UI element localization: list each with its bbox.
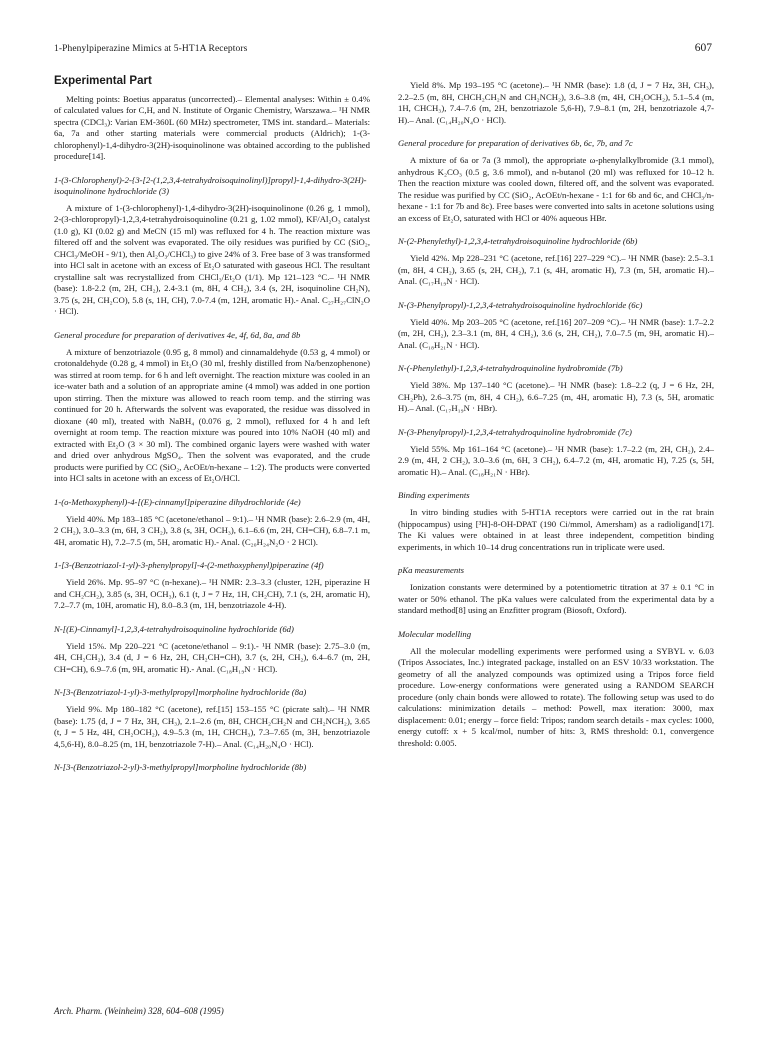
section-title: Experimental Part <box>54 75 152 87</box>
paragraph-molecular-modelling: All the molecular modelling experiments were performed using a SYBYL v. 6.03 (Tripos Associates, Inc.) integrated package, installed on an ESV 10/33 workstation. The geometry of all the analyzed compounds was optimized using a Tripos force field procedure. Low-energy conformations were generated using a RANDOM SEARCH procedure (only chain bonds were allowed to rotate). The following setup was used to do calculations: minimization details – method: Powell, max iteration: 3000, max displacement: 0.01; energy – force field: Tripos; random search details - max cycles: 1000, energy cutoff: x + 5 kcal/mol, number of hits: 3, RMS threshold: 0.1, convergence threshold: 0.005. <box>398 645 714 748</box>
paragraph-compound-4e: Yield 40%. Mp 183–185 °C (acetone/ethanol – 9:1).– ¹H NMR (base): 2.6–2.9 (m, 4H, 2 CH₂), 3.0–3.3 (m, 6H, 3 CH₂), 3.8 (s, 3H, OCH₃), 6.1–6.6 (m, 2H, CH=CH), 6.8–7.1 m, 4H, aromatic H), 7.2–7.5 (m, 5H, aromatic H).- Anal. (C₂₀H₂₄N₂O · 2 HCl). <box>54 513 370 547</box>
paragraph-compound-8a: Yield 9%. Mp 180–182 °C (acetone), ref.[15] 153–155 °C (picrate salt).– ¹H NMR (base): 1.75 (d, J = 7 Hz, 3H, CH₃), 2.1–2.6 (m, 8H, CHCH₂CH₂N and CH₂NCH₂), 3.65 (t, J = 5 Hz, 4H, CH₂OCH₂), 4.9–5.3 (m, 1H, CHCH₃), 7.3–7.65 (m, 3H, benzotriazole 4,5,6-H), 8.0–8.25 (m, 1H, benzotriazole 7-H).– Anal. (C₁₄H₂₀N₄O · HCl). <box>54 704 370 749</box>
left-column <box>54 76 370 779</box>
paragraph-binding-experiments: In vitro binding studies with 5-HT1A receptors were carried out in the rat brain (hippocampus) using [³H]-8-OH-DPAT (190 Ci/mmol, Amersham) as a radioligand[17]. The Ki values were obtained in at least three independent, competition binding experiments, in which 10–14 drug concentrations run in triplicate were used. <box>398 507 714 552</box>
subheading-compound-7c: N-(3-Phenylpropyl)-1,2,3,4-tetrahydroquinoline hydrobromide (7c) <box>398 426 632 437</box>
paragraph-compound-6c: Yield 40%. Mp 203–205 °C (acetone, ref.[16] 207–209 °C).– ¹H NMR (base): 1.7–2.2 (m, 2H, CH₂), 2.3–3.1 (m, 8H, 4 CH₂), 3.6 (s, 2H, CH₂), 7.0–7.5 (m, 9H, aromatic H).– Anal. (C₁₈H₂₁N · HCl). <box>398 316 714 350</box>
paragraph-compound-4f: Yield 26%. Mp. 95–97 °C (n-hexane).– ¹H NMR: 2.3–3.3 (cluster, 12H, piperazine H and CH₂CH₂), 3.85 (s, 3H, OCH₃), 6.1 (t, J = 7 Hz, 1H, CH₂CH), 7.1 (s, 2H, aromatic H), 7.2–7.7 (m, 10H, aromatic H), 8.0–8.3 (m, 1H, benzotriazole 4-H). <box>54 577 370 610</box>
subheading-general-procedure-4e: General procedure for preparation of derivatives 4e, 4f, 6d, 8a, and 8b <box>54 329 301 340</box>
subheading-compound-3: 1-(3-Chlorophenyl)-2-{3-[2-(1,2,3,4-tetrahydroisoquinolinyl)]propyl}-1,4-dihydro-3(2H)-isoquinolinone hydrochloride (3) <box>54 174 367 196</box>
paragraph-pka-measurements: Ionization constants were determined by a potentiometric titration at 37 ± 0.1 °C in water or 50% ethanol. The pKa values were calculated from the experimental data by a standard method[8] using an Enzfitter program (Biosoft, Oxford). <box>398 582 714 615</box>
paragraph-general-procedure-6b: A mixture of 6a or 7a (3 mmol), the appropriate ω-phenylalkylbromide (3.1 mmol), anhydrous K₂CO₃ (0.5 g, 3.6 mmol), and n-butanol (20 ml) was refluxed for 10–12 h. Then the reaction mixture was cooled down, filtered off, and the solvent was evaporated. The residue was purified by CC (SiO₂, AcOEt/n-hexane - 1:1 for 6b and 6c, and CHCl₃/n-hexane - 1:1 for 7b and 8c). Free bases were converted into salts in acetone solutions using an excess of Et₂O, saturated with HCl or 40% aqueous HBr. <box>398 155 714 223</box>
subheading-compound-6b: N-(2-Phenylethyl)-1,2,3,4-tetrahydroisoquinoline hydrochloride (6b) <box>398 236 638 246</box>
subheading-binding-experiments: Binding experiments <box>398 490 470 500</box>
paragraph-compound-6b: Yield 42%. Mp 228–231 °C (acetone, ref.[16] 227–229 °C).– ¹H NMR (base): 2.5–3.1 (m, 8H, 4 CH₂), 3.65 (s, 2H, CH₂), 7.1 (s, 4H, aromatic H), 7.3 (m, 5H, aromatic H).– Anal. (C₁₇H₁₉N · HCl). <box>398 253 714 286</box>
paragraph-compound-7c: Yield 55%. Mp 161–164 °C (acetone).– ¹H NMR (base): 1.7–2.2 (m, 2H, CH₂), 2.4–2.9 (m, 4H, 2 CH₂), 3.0–3.6 (m, 6H, 3 CH₂), 6.4–7.2 (m, 4H, aromatic H), 7.25 (s, 5H, aromatic H).– Anal. (C₁₈H₂₁N · HBr). <box>398 443 714 477</box>
subheading-compound-6c: N-(3-Phenylpropyl)-1,2,3,4-tetrahydroisoquinoline hydrochloride (6c) <box>398 299 643 310</box>
paragraph-compound-6d: Yield 15%. Mp 220–221 °C (acetone/ethanol – 9:1).- ¹H NMR (base): 2.75–3.0 (m, 4H, CH₂CH₂), 3.4 (d, J = 6 Hz, 2H, CH₂CH=CH), 3.7 (s, 2H, CH₂), 6.4–6.7 (m, 2H, CH=CH), 6.9–7.6 (m, 9H, aromatic H).- Anal. (C₁₈H₁₉N · HCl). <box>54 640 370 674</box>
subheading-compound-8a: N-[3-(Benzotriazol-1-yl)-3-methylpropyl]morpholine hydrochloride (8a) <box>54 687 307 697</box>
right-column <box>398 80 714 755</box>
paragraph-compound-3: A mixture of 1-(3-chlorophenyl)-1,4-dihydro-3(2H)-isoquinolinone (0.26 g, 1 mmol), 2-(3-chloropropyl)-1,2,3,4-tetrahydroisoquinoline (0.21 g, 1.02 mmol), KF/Al₂O₃ catalyst (1.0 g), KI (0.02 g) and MeCN (15 ml) was refluxed for 4 h. The reaction mixture was filtered off and the solvent was evaporated. The oily residues was purified by CC (SiO₂, CHCl₃/MeOH - 9/1), then Al₂O₃/CHCl₃) to give 24% of 3. Free base of 3 was transformed into HCl salt in acetone with an excess of Et₂O saturated with gaseous HCl. The resultant crystalline salt was recrystallized from CHCl₃/Et₂O (1/1). Mp 121–123 °C.– ¹H NMR (base): 1.8-2.2 (m, 2H, CH₂), 2.4-3.1 (m, 8H, 4 CH₂), 3.4 (s, 2H, isoquinoline CH₂N), 3.75 (s, 2H, CH₂CO), 5.8 (s, 1H, CH), 7.0-7.4 (m, 12H, aromatic H).- Anal. C₂₇H₂₇ClN₂O · HCl). <box>54 202 370 316</box>
subheading-compound-4f: 1-[3-(Benzotriazol-1-yl)-3-phenylpropyl]-4-(2-methoxyphenyl)piperazine (4f) <box>54 560 324 570</box>
subheading-compound-7b: N-(-Phenylethyl)-1,2,3,4-tetrahydroquinoline hydrobromide (7b) <box>398 363 623 373</box>
subheading-general-procedure-6b: General procedure for preparation of derivatives 6b, 6c, 7b, and 7c <box>398 138 633 148</box>
subheading-compound-6d: N-[(E)-Cinnamyl]-1,2,3,4-tetrahydroisoquinoline hydrochloride (6d) <box>54 623 294 634</box>
subheading-pka-measurements: pKa measurements <box>398 565 465 575</box>
intro-paragraph: Melting points: Boetius apparatus (uncorrected).– Elemental analyses: Within ± 0.4% of calculated values for C,H, and N. Institute of Organic Chemistry, Warszawa.– ¹H NMR spectra (CDCl₃): Varian EM-360L (60 MHz) spectrometer, TMS int. standard.– Materials: 6a, 7a and other starting materials were commercial products (Aldrich); 1-(3-chlorophenyl)-1,4-dihydro-3(2H)-isoquinolinone was obtained according to the published procedure[14]. <box>54 93 370 161</box>
paragraph-compound-7b: Yield 38%. Mp 137–140 °C (acetone).– ¹H NMR (base): 1.8–2.2 (q, J = 6 Hz, 2H, CH₂Ph), 2.6–3.75 (m, 8H, 4 CH₂), 6.6–7.25 (m, 4H, aromatic H), 7.3 (s, 5H, aromatic H).– Anal. (C₁₇H₁₉N · HBr). <box>398 380 714 413</box>
page-number: 607 <box>694 42 712 54</box>
subheading-compound-4e: 1-(o-Methoxyphenyl)-4-[(E)-cinnamyl]piperazine dihydrochloride (4e) <box>54 496 301 507</box>
journal-citation: Arch. Pharm. (Weinheim) 328, 604–608 (1995) <box>54 1006 224 1016</box>
subheading-compound-8b: N-[3-(Benzotriazol-2-yl)-3-methylpropyl]morpholine hydrochloride (8b) <box>54 762 307 772</box>
paragraph-general-procedure-4e: A mixture of benzotriazole (0.95 g, 8 mmol) and cinnamaldehyde (0.53 g, 4 mmol) or crotonaldehyde (0.28 g, 4 mmol) in Et₂O (30 ml, freshly distilled from Na/benzophenone) was stirred at room temp. for 6 h and left overnight. The reaction mixture was cooled in an ice-water bath and a solution of an appropriate amine (4 mmol) was added in one portion upon stirring. Then the mixture was allowed to reach room temp. and the stirring was continued for 20 h. Afterwards the solvent was evaporated, the residue was dissolved in dioxane (40 ml), treated with NaBH₄ (0.076 g, 2 mmol), refluxed for 4 h and left overnight at room temp. The reaction mixture was poured into 10% NaOH (40 ml) and extracted with Et₂O (3 × 30 ml). The combined organic layers were washed with water and dried over anhydrous MgSO₄. Then the solvent was evaporated, and the crude products were purified by CC (SiO₂, AcOEt/n-hexane – 1:2). The products were converted into HCl salts in acetone with an excess of Et₂O/HCl. <box>54 346 370 483</box>
running-title: 1-Phenylpiperazine Mimics at 5-HT1A Receptors <box>54 44 248 54</box>
paragraph-compound-8b: Yield 8%. Mp 193–195 °C (acetone).– ¹H NMR (base): 1.8 (d, J = 7 Hz, 3H, CH₃), 2.2–2.5 (m, 8H, CHCH₂CH₂N and CH₂NCH₂), 3.6–3.8 (m, 4H, CH₂OCH₂), 5.1–5.4 (m, 1H, CHCH₃), 7.4–7.6 (m, 2H, benzotriazole 5,6-H), 7.9–8.1 (m, 2H, benzotriazole 4,7-H).– Anal. (C₁₄H₂₀N₄O · HCl). <box>398 80 714 125</box>
subheading-molecular-modelling: Molecular modelling <box>398 628 472 639</box>
